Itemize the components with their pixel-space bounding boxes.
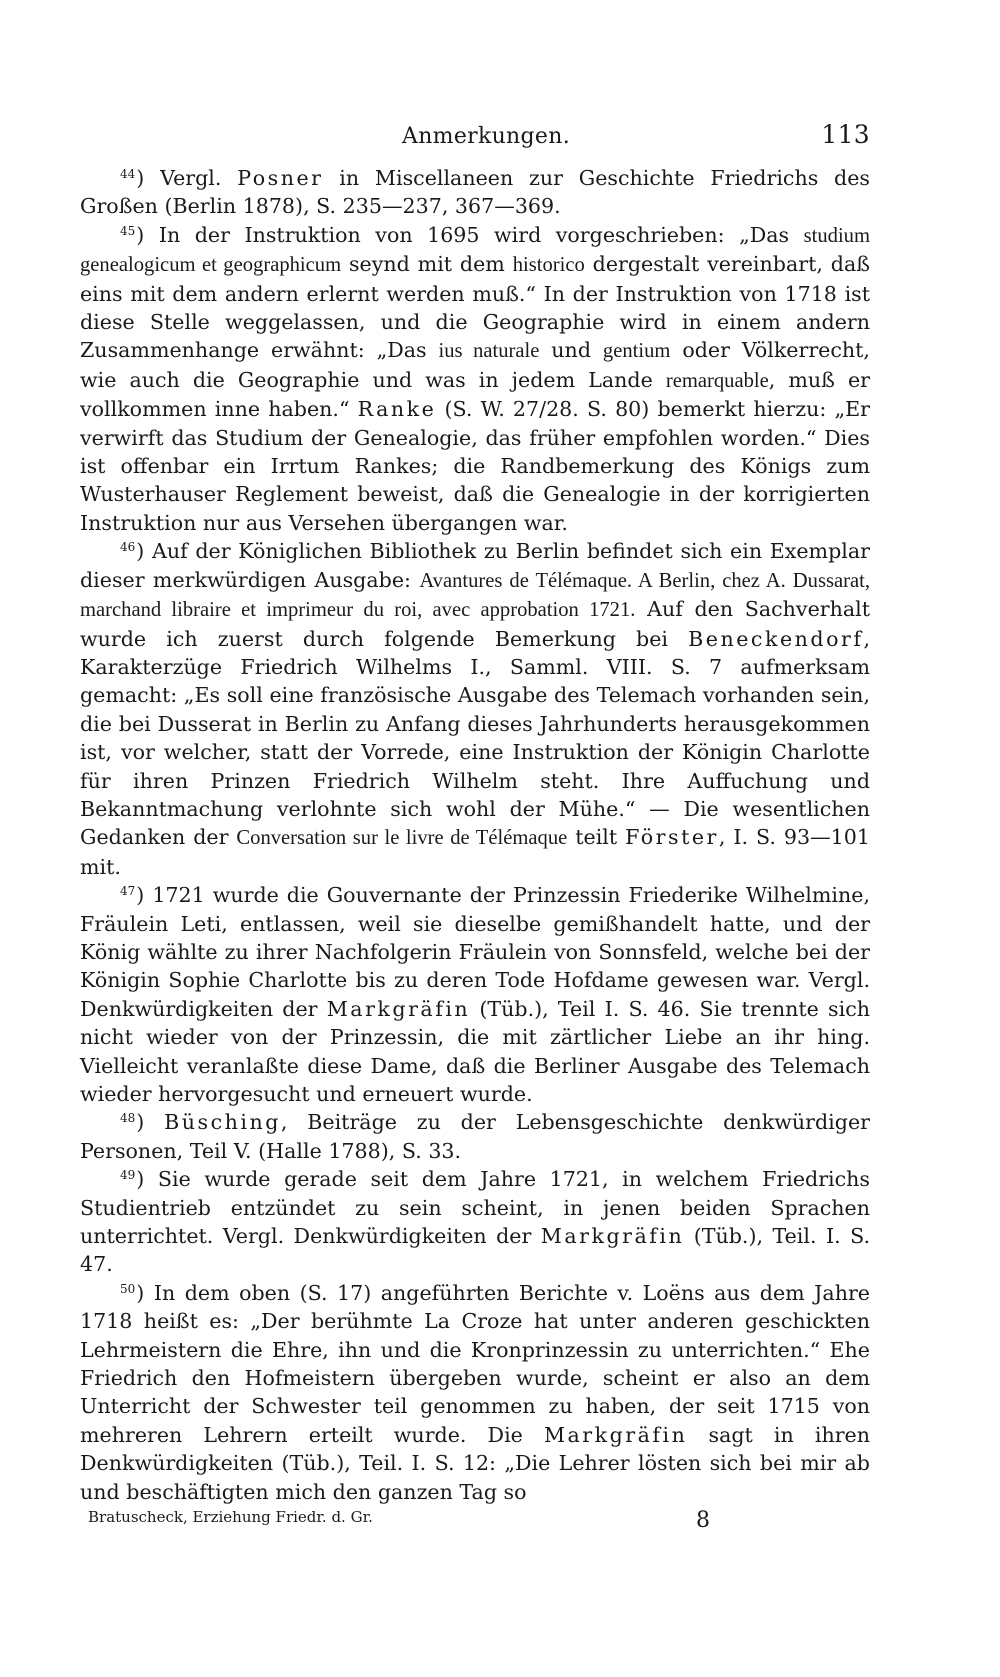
note-number: 48 <box>120 1111 136 1126</box>
note-number: 47 <box>120 884 136 899</box>
spaced-name: Förster <box>625 825 719 850</box>
note-text: Sie wurde gerade seit dem Jahre 1721, in welchem Friedrichs Studientrieb entzündet zu sein scheint, in jenen beiden Sprachen unterrichtet. Vergl. Denkwürdigkeiten der <box>80 1167 870 1249</box>
roman-text: historico <box>512 254 585 277</box>
note-text: , I. S. 93—101 mit. <box>80 825 870 879</box>
note-text: , Beiträge zu der Lebensgeschichte denkwürdiger Personen, Teil V. (Halle 1788), S. 33. <box>80 1110 870 1163</box>
roman-text: Conversation sur le livre de Télémaque <box>236 827 568 850</box>
endnotes <box>80 164 870 1506</box>
note-text: In dem oben (S. 17) angeführten Berichte v. Loëns aus dem Jahre 1718 heißt es: „Der berühmte La Croze hat unter anderen geschickten Lehrmeistern die Ehre, ihn und die Kronprinzessin zu unterrichten.“ Ehe Friedrich den Hofmeistern übergeben wurde, scheint er also an dem Unterricht der Schwester teil genommen zu haben, der seit 1715 von mehreren Lehrern erteilt wurde. Die <box>80 1280 870 1447</box>
roman-text: studium genealogicum et geographicum <box>80 224 870 277</box>
roman-text: gentium <box>602 340 671 363</box>
running-title: Anmerkungen. <box>402 124 570 149</box>
endnote-45: $^{45}$) In der Instruktion von 1695 wird vorgeschrieben: „Das studium genealogicum et geographicum seynd mit dem historico dergestalt vereinbart, daß eins mit dem andern erlernt werden muß.“ In der Instruktion von 1718 ist diese Stelle weggelassen, und die Geographie wird in einem andern Zusammenhange erwähnt: „Das ius naturale und gentium oder Völkerrecht, wie auch die Geographie und was in jedem Lande remarquable, muß er vollkommen inne haben.“ Ranke (S. W. 27/28. S. 80) bemerkt hierzu: „Er verwirft das Studium der Genealogie, das früher empfohlen worden.“ Dies ist offenbar ein Irrtum Rankes; die Randbemerkung des Königs zum Wusterhauser Reglement beweist, daß die Genealogie in der korrigierten Instruktion nur aus Versehen übergangen war. <box>80 222 871 535</box>
roman-text: ius naturale <box>438 340 540 363</box>
note-text: sagt in ihren Denkwürdigkeiten (Tüb.), Teil. I. S. 12: „Die Lehrer lösten sich bei mir ab und beschäftigten mich den ganzen Tag so <box>80 1422 870 1504</box>
note-text: seynd mit dem <box>341 252 513 277</box>
roman-text: Avantures de Télémaque. A Berlin, chez A. Dussarat, marchand libraire et imprimeur du roi, avec approbation 1721. <box>80 569 870 622</box>
spaced-name: Markgräfin <box>543 1422 688 1447</box>
book-page <box>80 120 870 1533</box>
signature-mark: 8 <box>696 1508 710 1534</box>
spaced-name: Posner <box>237 166 324 190</box>
note-text: in Miscellaneen zur Geschichte Friedrichs des Großen (Berlin 1878), S. 235—237, 367—369. <box>80 166 870 219</box>
note-text: teilt <box>567 825 626 850</box>
spaced-name: Markgräfin <box>326 996 471 1021</box>
running-header <box>80 120 870 164</box>
spaced-name: Markgräfin <box>540 1224 685 1249</box>
note-text: 1721 wurde die Gouvernante der Prinzessin Friederike Wilhelmine, Fräulein Leti, entlassen, weil sie dieselbe gemißhandelt hatte, und der König wählte zu ihrer Nachfolgerin Fräulein von Sonnsfeld, welche bei der Königin Sophie Charlotte bis zu deren Tode Hofdame gewesen war. Vergl. Denkwürdigkeiten der <box>80 883 870 1021</box>
note-text: In der Instruktion von 1695 wird vorgeschrieben: „Das <box>158 222 804 247</box>
endnote-47: $^{47}$) 1721 wurde die Gouvernante der Prinzessin Friederike Wilhelmine, Fräulein Leti, entlassen, weil sie dieselbe gemißhandelt hatte, und der König wählte zu ihrer Nachfolgerin Fräulein von Sonnsfeld, welche bei der Königin Sophie Charlotte bis zu deren Tode Hofdame gewesen war. Vergl. Denkwürdigkeiten der Markgräfin (Tüb.), Teil I. S. 46. Sie trennte sich nicht wieder von der Prinzessin, die mit zärtlicher Liebe an ihr hing. Vielleicht veranlaßte diese Dame, daß die Berliner Ausgabe des Telemach wieder hervorgesucht und erneuert wurde. <box>80 883 870 1106</box>
endnote-46: $^{46}$) Auf der Königlichen Bibliothek zu Berlin befindet sich ein Exemplar dieser merkwürdigen Ausgabe: Avantures de Télémaque. A Berlin, chez A. Dussarat, marchand libraire et imprimeur du roi, avec approbation 1721. Auf den Sachverhalt wurde ich zuerst durch folgende Bemerkung bei Beneckendorf, Karakterzüge Friedrich Wilhelms I., Samml. VIII. S. 7 aufmerksam gemacht: „Es soll eine französische Ausgabe des Telemach vorhanden sein, die bei Dusserat in Berlin zu Anfang dieses Jahrhunderts herausgekommen ist, vor welcher, statt der Vorrede, eine Instruktion der Königin Charlotte für ihren Prinzen Friedrich Wilhelm steht. Ihre Auffuchung und Bekanntmachung verlohnte sich wohl der Mühe.“ — Die wesentlichen Gedanken der Conversation sur le livre de Télémaque teilt Förster, I. S. 93—101 mit. <box>80 539 871 879</box>
footer-book-title: Bratuscheck, Erziehung Friedr. d. Gr. <box>88 1508 373 1527</box>
note-number: 50 <box>120 1281 136 1296</box>
spaced-name: Beneckendorf <box>688 626 864 651</box>
note-text: (Tüb.), Teil. I. S. 47. <box>80 1224 871 1277</box>
note-number: 44 <box>120 167 136 181</box>
endnote-49: $^{49}$) Sie wurde gerade seit dem Jahre 1721, in welchem Friedrichs Studientrieb entzündet zu sein scheint, in jenen beiden Sprachen unterrichtet. Vergl. Denkwürdigkeiten der Markgräfin (Tüb.), Teil. I. S. 47. <box>80 1167 871 1277</box>
roman-text: remarquable <box>665 369 769 392</box>
endnote-44: $^{44}$) Vergl. Posner in Miscellaneen zur Geschichte Friedrichs des Großen (Berlin 1878), S. 235—237, 367—369. <box>80 166 870 219</box>
note-text: oder Völkerrecht, wie auch die Geographie und was in jedem Lande <box>80 338 870 392</box>
spaced-name: Büsching <box>164 1110 281 1135</box>
note-number: 46 <box>120 540 136 555</box>
note-text: (S. W. 27/28. S. 80) bemerkt hierzu: „Er verwirft das Studium der Genealogie, das früher empfohlen worden.“ Dies ist offenbar ein Irrtum Rankes; die Randbemerkung des Königs zum Wusterhauser Reglement beweist, daß die Genealogie in der korrigierten Instruktion nur aus Versehen übergangen war. <box>80 397 870 535</box>
page-footer <box>80 1508 870 1533</box>
endnote-50: $^{50}$) In dem oben (S. 17) angeführten Berichte v. Loëns aus dem Jahre 1718 heißt es: „Der berühmte La Croze hat unter anderen geschickten Lehrmeistern die Ehre, ihn und die Kronprinzessin zu unterrichten.“ Ehe Friedrich den Hofmeistern übergeben wurde, scheint er also an dem Unterricht der Schwester teil genommen zu haben, der seit 1715 von mehreren Lehrern erteilt wurde. Die Markgräfin sagt in ihren Denkwürdigkeiten (Tüb.), Teil. I. S. 12: „Die Lehrer lösten sich bei mir ab und beschäftigten mich den ganzen Tag so <box>80 1280 870 1504</box>
spaced-name: Ranke <box>357 397 437 422</box>
note-text: , Karakterzüge Friedrich Wilhelms I., Samml. VIII. S. 7 aufmerksam gemacht: „Es soll eine französische Ausgabe des Telemach vorhanden sein, die bei Dusserat in Berlin zu Anfang dieses Jahrhunderts herausgekommen ist, vor welcher, statt der Vorrede, eine Instruktion der Königin Charlotte für ihren Prinzen Friedrich Wilhelm steht. Ihre Auffuchung und Bekanntmachung verlohnte sich wohl der Mühe.“ — Die wesentlichen Gedanken der <box>80 626 870 850</box>
note-text: Vergl. <box>160 166 238 190</box>
endnote-48: $^{48}$) Büsching, Beiträge zu der Lebensgeschichte denkwürdiger Personen, Teil V. (Halle 1788), S. 33. <box>80 1110 870 1163</box>
note-number: 45 <box>120 223 136 238</box>
page-number: 113 <box>821 120 870 149</box>
note-text: Auf den Sachverhalt wurde ich zuerst durch folgende Bemerkung bei <box>80 597 871 651</box>
note-text: Auf der Königlichen Bibliothek zu Berlin befindet sich ein Exemplar dieser merkwürdigen Ausgabe: <box>80 539 870 592</box>
note-number: 49 <box>120 1168 136 1183</box>
note-text: dergestalt vereinbart, daß eins mit dem andern erlernt werden muß.“ In der Instruktion von 1718 ist diese Stelle weggelassen, und die Geographie wird in einem andern Zusammenhange erwähnt: „Das <box>80 252 870 363</box>
note-text: und <box>539 338 603 363</box>
note-text: , muß er vollkommen inne haben.“ <box>80 367 871 422</box>
note-text: (Tüb.), Teil I. S. 46. Sie trennte sich nicht wieder von der Prinzessin, die mit zärtlicher Liebe an ihr hing. Vielleicht veranlaßte diese Dame, daß die Berliner Ausgabe des Telemach wieder hervorgesucht und erneuert wurde. <box>80 996 870 1106</box>
